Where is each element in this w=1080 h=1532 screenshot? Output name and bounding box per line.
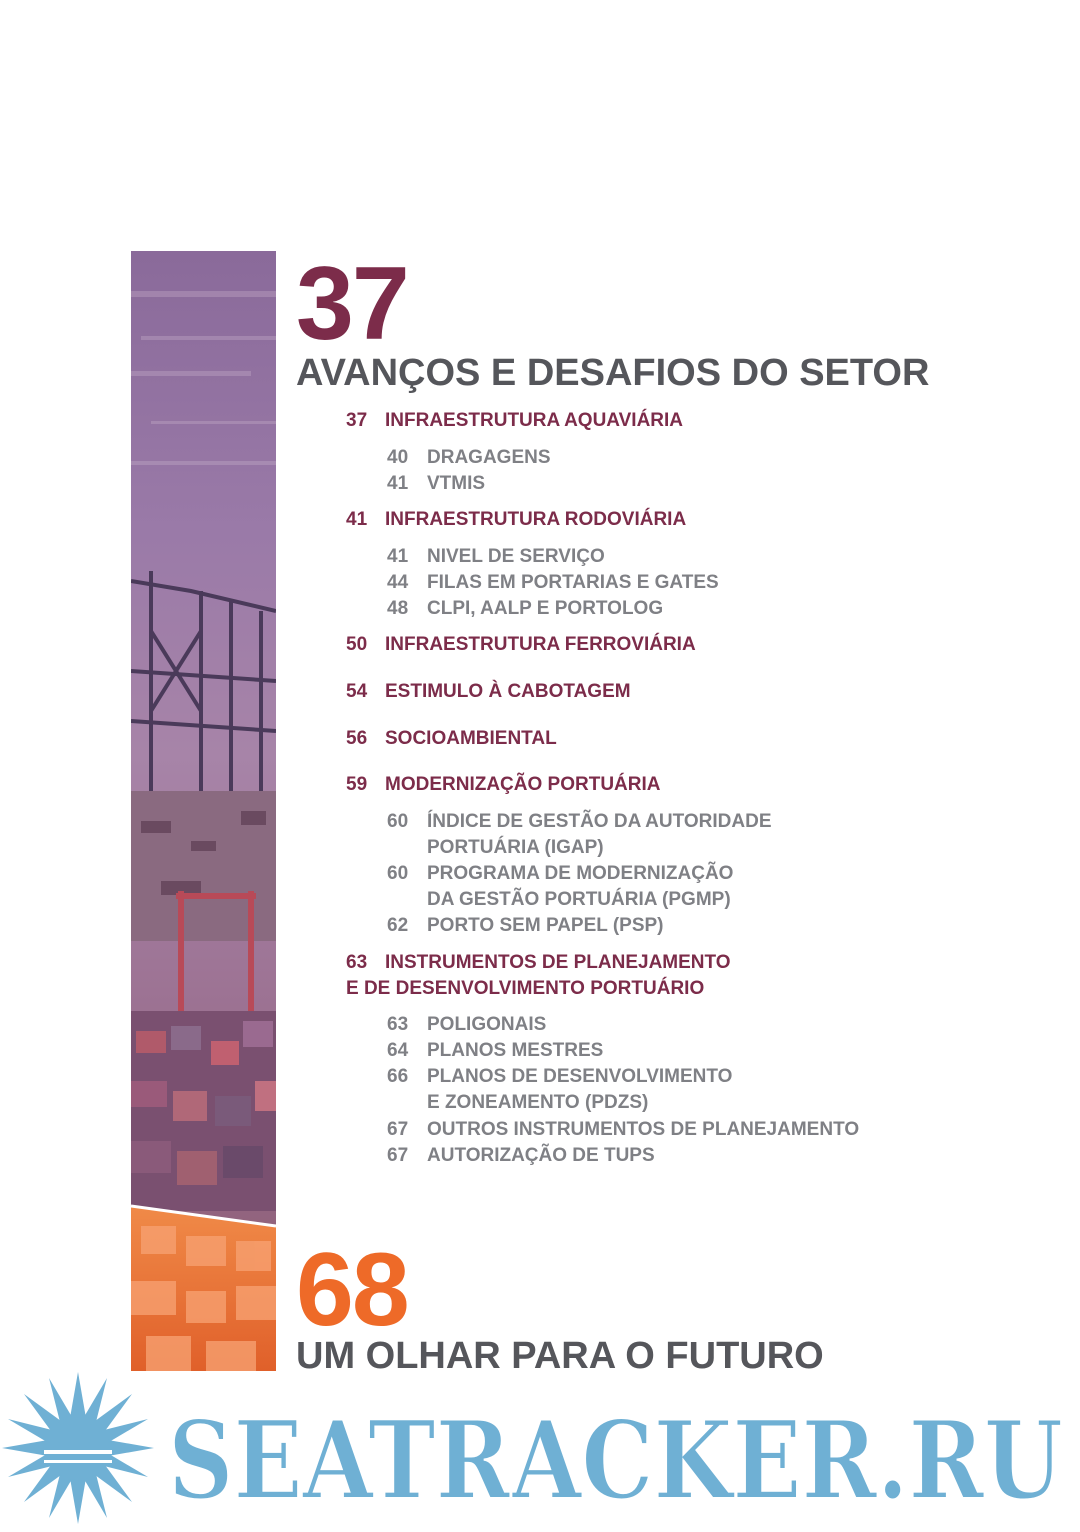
toc-page-number: 59	[346, 774, 368, 795]
toc-entry[interactable]	[387, 596, 663, 622]
toc-entry[interactable]	[346, 950, 731, 1002]
toc-entry-title: E DE DESENVOLVIMENTO PORTUÁRIO	[346, 978, 705, 999]
watermark	[0, 1370, 1080, 1527]
toc-entry[interactable]	[346, 632, 696, 658]
toc-entry-title: VTMIS	[427, 473, 486, 494]
toc-page-number: 67	[387, 1119, 409, 1140]
toc-entry-title: INFRAESTRUTURA AQUAVIÁRIA	[385, 410, 684, 431]
toc-page-number: 37	[346, 410, 368, 431]
toc-entry-title: SOCIOAMBIENTAL	[385, 728, 557, 749]
toc-entry[interactable]	[346, 772, 661, 798]
toc-entry-title: PORTO SEM PAPEL (PSP)	[427, 915, 664, 936]
toc-page-number: 44	[387, 572, 409, 593]
toc-page-number: 64	[387, 1040, 409, 1061]
toc-entry-title: CLPI, AALP E PORTOLOG	[427, 598, 664, 619]
toc-entry-title: ESTIMULO À CABOTAGEM	[385, 681, 631, 702]
toc-entry-title: OUTROS INSTRUMENTOS DE PLANEJAMENTO	[427, 1119, 860, 1140]
toc-page-number: 62	[387, 915, 409, 936]
toc-entry-title: INFRAESTRUTURA RODOVIÁRIA	[385, 509, 687, 530]
toc-entry-title: NIVEL DE SERVIÇO	[427, 546, 605, 567]
toc-page-number: 41	[346, 509, 368, 530]
toc-entry[interactable]	[387, 1143, 655, 1169]
toc-entry[interactable]	[346, 726, 557, 752]
toc-entry[interactable]	[387, 1038, 603, 1064]
toc-entry-title: E ZONEAMENTO (PDZS)	[427, 1092, 649, 1113]
toc-entry-title: FILAS EM PORTARIAS E GATES	[427, 572, 719, 593]
toc-page-number: 50	[346, 634, 368, 655]
toc-entry[interactable]	[346, 507, 686, 533]
section-2-number: 68	[296, 1232, 408, 1348]
toc-entry-title: AUTORIZAÇÃO DE TUPS	[427, 1145, 655, 1166]
toc-entry-title: MODERNIZAÇÃO PORTUÁRIA	[385, 774, 661, 795]
toc-entry[interactable]	[387, 861, 733, 913]
toc-entry[interactable]	[387, 913, 664, 939]
toc-entry[interactable]	[387, 544, 605, 570]
toc-entry[interactable]	[387, 445, 551, 471]
toc-entry[interactable]	[387, 1012, 546, 1038]
toc-page-number: 63	[387, 1014, 409, 1035]
toc-page-number: 41	[387, 473, 409, 494]
side-photo-strip	[131, 251, 276, 1371]
toc-entry[interactable]	[387, 1064, 732, 1116]
section-2-title: UM OLHAR PARA O FUTURO	[296, 1335, 824, 1377]
toc-entry[interactable]	[387, 1117, 859, 1143]
toc-page-number: 60	[387, 811, 409, 832]
toc-page-number: 56	[346, 728, 368, 749]
toc-page-number: 41	[387, 546, 409, 567]
toc-page-number: 66	[387, 1066, 409, 1087]
toc-entry-title: POLIGONAIS	[427, 1014, 547, 1035]
toc-entry-title: PROGRAMA DE MODERNIZAÇÃO	[427, 863, 734, 884]
toc-entry-title: PLANOS DE DESENVOLVIMENTO	[427, 1066, 733, 1087]
section-1-title: AVANÇOS E DESAFIOS DO SETOR	[296, 352, 930, 394]
section-1-number: 37	[296, 246, 408, 362]
toc-page-number: 67	[387, 1145, 409, 1166]
toc-entry[interactable]	[387, 809, 772, 861]
watermark-text: SEATRACKER.RU	[168, 1398, 1063, 1524]
sun-icon	[2, 1372, 154, 1524]
toc-entry[interactable]	[346, 408, 683, 434]
toc-page-number: 40	[387, 447, 409, 468]
toc-entry[interactable]	[387, 570, 719, 596]
port-photo	[131, 251, 276, 1371]
toc-page-number: 63	[346, 952, 368, 973]
toc-entry-title: INFRAESTRUTURA FERROVIÁRIA	[385, 634, 696, 655]
toc-entry-title: PORTUÁRIA (IGAP)	[427, 837, 604, 858]
toc-entry-title: DA GESTÃO PORTUÁRIA (PGMP)	[427, 889, 731, 910]
toc-page-number: 48	[387, 598, 409, 619]
toc-page-number: 60	[387, 863, 409, 884]
toc-entry[interactable]	[346, 679, 631, 705]
toc-page-number: 54	[346, 681, 368, 702]
toc-entry[interactable]	[387, 471, 485, 497]
toc-entry-title: ÍNDICE DE GESTÃO DA AUTORIDADE	[427, 811, 772, 832]
toc-entry-title: PLANOS MESTRES	[427, 1040, 604, 1061]
toc-entry-title: DRAGAGENS	[427, 447, 551, 468]
toc-entry-title: INSTRUMENTOS DE PLANEJAMENTO	[385, 952, 731, 973]
